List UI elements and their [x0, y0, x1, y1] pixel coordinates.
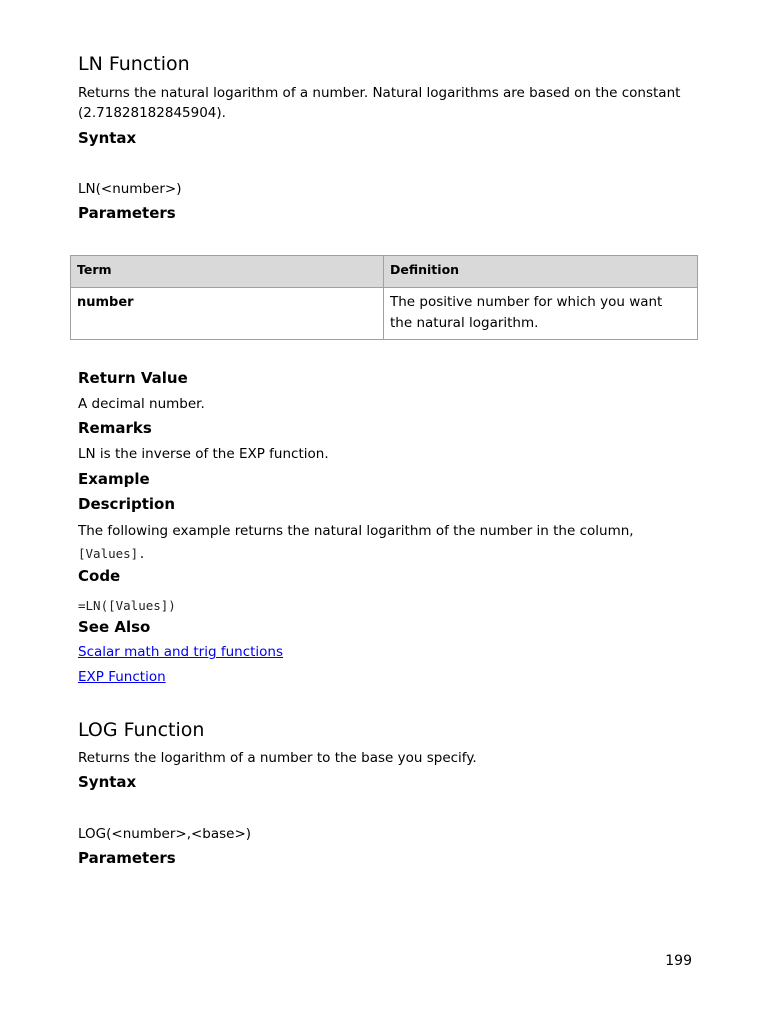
ln-code: =LN([Values])	[78, 598, 176, 613]
ln-description-line1: Returns the natural logarithm of a number. Natural logarithms are based on the constant	[78, 85, 681, 101]
ln-remarks-heading: Remarks	[78, 419, 152, 437]
ln-syntax: LN(<number>)	[78, 181, 182, 197]
log-title: LOG Function	[78, 719, 205, 741]
ln-title: LN Function	[78, 53, 190, 75]
definition-line1: The positive number for which you want	[390, 294, 663, 310]
ln-see-also-heading: See Also	[78, 618, 151, 636]
parameters-table	[70, 255, 698, 340]
ln-description-heading: Description	[78, 495, 176, 513]
table-cell-definition	[384, 288, 698, 340]
link-exp-function[interactable]: EXP Function	[78, 669, 166, 685]
ln-remarks: LN is the inverse of the EXP function.	[78, 446, 329, 462]
ln-example-column: [Values].	[78, 546, 146, 561]
ln-example-heading: Example	[78, 470, 150, 488]
ln-code-heading: Code	[78, 567, 121, 585]
ln-syntax-heading: Syntax	[78, 129, 137, 147]
link-scalar-math-trig[interactable]: Scalar math and trig functions	[78, 644, 284, 660]
ln-parameters-heading: Parameters	[78, 204, 176, 222]
ln-description-line2: (2.71828182845904).	[78, 105, 226, 121]
ln-example-description: The following example returns the natural logarithm of the number in the column,	[78, 523, 634, 539]
ln-return-value: A decimal number.	[78, 396, 205, 412]
definition-line2: the natural logarithm.	[390, 315, 539, 331]
page-number: 199	[665, 953, 692, 969]
table-header-definition: Definition	[384, 256, 698, 288]
table-header-term: Term	[71, 256, 384, 288]
log-syntax: LOG(<number>,<base>)	[78, 826, 252, 842]
ln-return-heading: Return Value	[78, 369, 188, 387]
table-header-row	[71, 256, 698, 288]
log-description: Returns the logarithm of a number to the base you specify.	[78, 750, 477, 766]
log-parameters-heading: Parameters	[78, 849, 176, 867]
table-cell-term: number	[71, 288, 384, 340]
log-syntax-heading: Syntax	[78, 773, 137, 791]
table-row	[71, 288, 698, 340]
